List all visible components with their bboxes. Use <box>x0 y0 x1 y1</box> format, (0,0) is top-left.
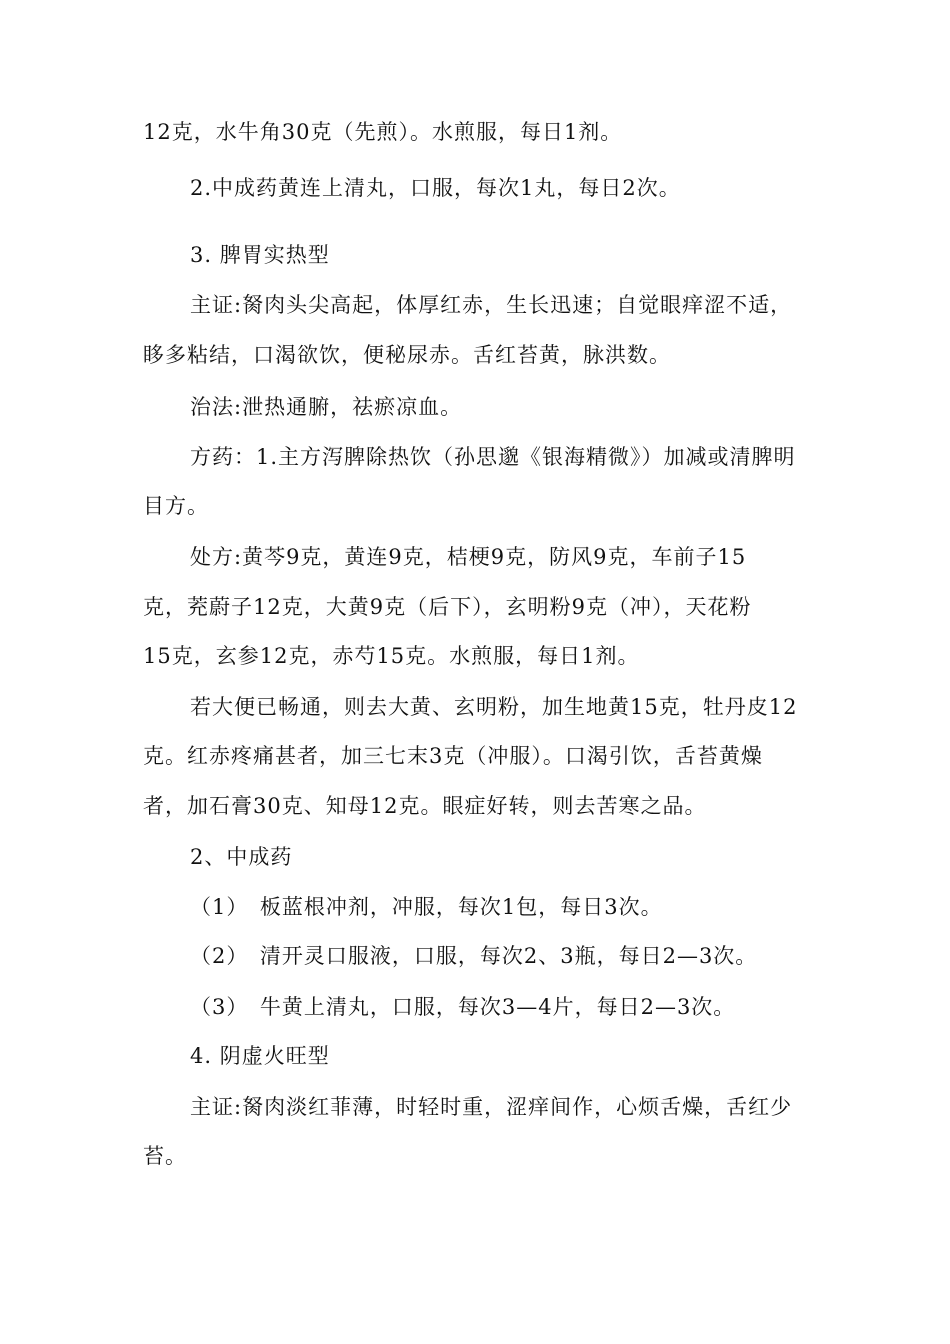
list-item: （1） 板蓝根冲剂，冲服，每次1包，每日3次。 <box>190 895 663 919</box>
text-line: 处方:黄芩9克，黄连9克，桔梗9克，防风9克，车前子15 <box>190 545 747 569</box>
text-line: 主证:胬肉头尖高起，体厚红赤，生长迅速；自觉眼痒涩不适， <box>190 293 793 317</box>
text-line: 者，加石膏30克、知母12克。眼症好转，则去苦寒之品。 <box>143 794 707 818</box>
text-line: 苔。 <box>143 1144 187 1168</box>
text-line: 克。红赤疼痛甚者，加三七末3克（冲服）。口渴引饮，舌苔黄燥 <box>143 744 763 768</box>
section-heading: 2、中成药 <box>190 845 293 869</box>
text-line: 12克，水牛角30克（先煎）。水煎服，每日1剂。 <box>143 120 623 144</box>
list-item: （3） 牛黄上清丸，口服，每次3—4片，每日2—3次。 <box>190 995 736 1019</box>
text-line: 目方。 <box>143 494 209 518</box>
text-line: 若大便已畅通，则去大黄、玄明粉，加生地黄15克，牡丹皮12 <box>190 695 798 719</box>
text-line: 方药：1.主方泻脾除热饮（孙思邈《银海精微》）加减或清脾明 <box>190 445 796 469</box>
text-line: 2.中成药黄连上清丸，口服，每次1丸，每日2次。 <box>190 176 681 200</box>
text-line: 主证:胬肉淡红菲薄，时轻时重，涩痒间作，心烦舌燥，舌红少 <box>190 1095 793 1119</box>
text-line: 15克，玄参12克，赤芍15克。水煎服，每日1剂。 <box>143 644 640 668</box>
section-heading: 3. 脾胃实热型 <box>190 243 330 267</box>
list-item: （2） 清开灵口服液，口服，每次2、3瓶，每日2—3次。 <box>190 944 758 968</box>
text-line: 眵多粘结，口渴欲饮，便秘尿赤。舌红苔黄，脉洪数。 <box>143 343 671 367</box>
section-heading: 4. 阴虚火旺型 <box>190 1044 330 1068</box>
text-line: 治法:泄热通腑，祛瘀凉血。 <box>190 395 463 419</box>
text-line: 克，茺蔚子12克，大黄9克（后下），玄明粉9克（冲），天花粉 <box>143 595 752 619</box>
